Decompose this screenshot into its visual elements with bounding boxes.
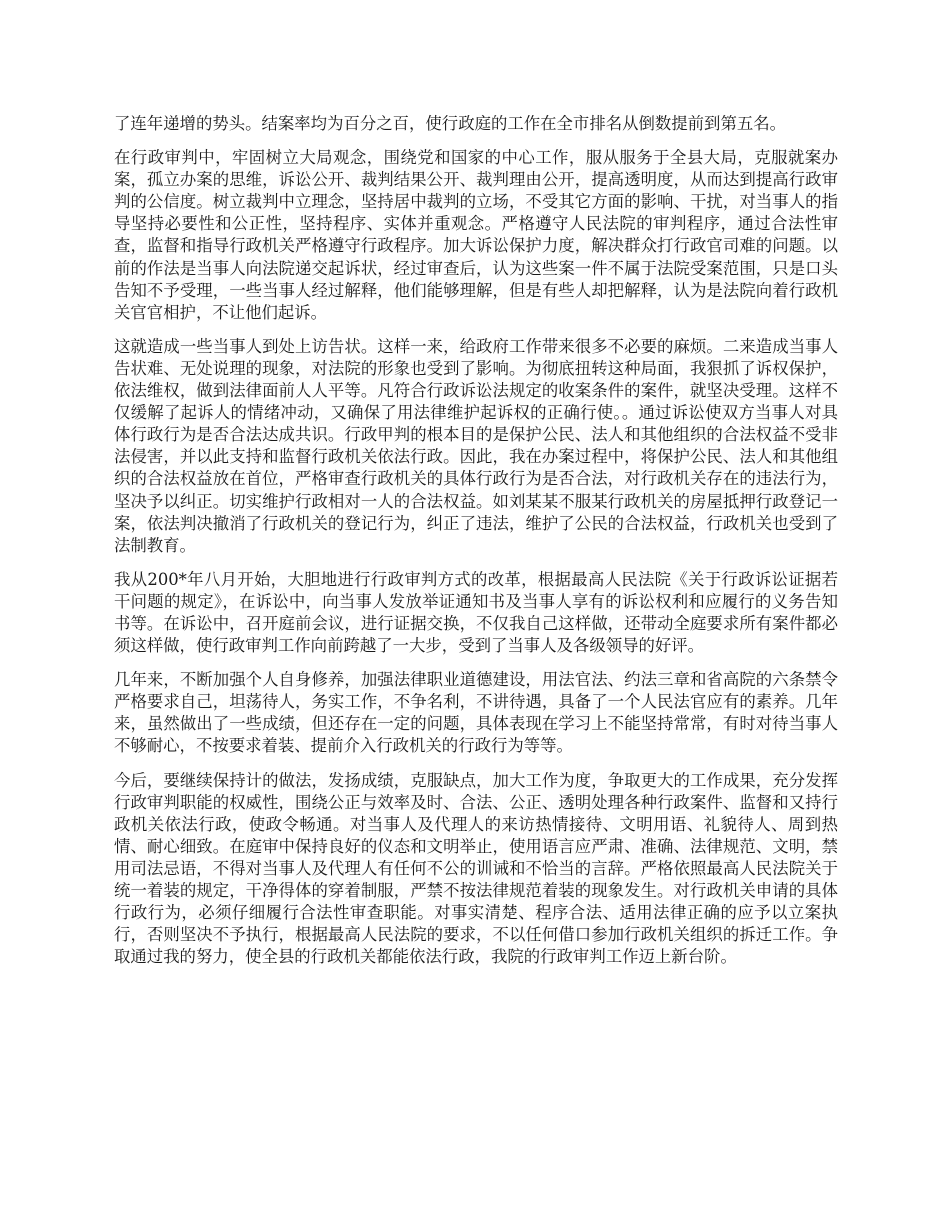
paragraph: 我从200*年八月开始，大胆地进行行政审判方式的改革，根据最高人民法院《关于行政诉讼证据若干问题的规定》，在诉讼中，向当事人发放举证通知书及当事人享有的诉讼权利和应履行的义务告知书等。在诉讼中，召开庭前会议，进行证据交换，不仅我自己这样做，还带动全庭要求所有案件都必须这样做，使行政审判工作向前跨越了一大步，受到了当事人及各级领导的好评。 [114,569,838,656]
paragraph: 了连年递增的势头。结案率均为百分之百，使行政庭的工作在全市排名从倒数提前到第五名。 [114,114,787,133]
paragraph: 今后，要继续保持计的做法，发扬成绩，克服缺点，加大工作为度，争取更大的工作成果，充分发挥行政审判职能的权威性，围绕公正与效率及时、合法、公正、透明处理各种行政案件、监督和又持行政机关依法行政，使政令畅通。对当事人及代理人的来访热情接待、文明用语、礼貌待人、周到热情、耐心细致。在庭审中保持良好的仪态和文明举止，使用语言应严肃、准确、法律规范、文明，禁用司法忌语，不得对当事人及代理人有任何不公的训诫和不恰当的言辞。严格依照最高人民法院关于统一着装的规定，干净得体的穿着制服，严禁不按法律规范着装的现象发生。对行政机关申请的具体行政行为，必须仔细履行合法性审查职能。对事实清楚、程序合法、适用法律正确的应予以立案执行，否则坚决不予执行，根据最高人民法院的要求，不以任何借口参加行政机关组织的拆迁工作。争取通过我的努力，使全县的行政机关都能依法行政，我院的行政审判工作迈上新台阶。 [114,770,838,967]
paragraph: 这就造成一些当事人到处上访告状。这样一来，给政府工作带来很多不必要的麻烦。二来造成当事人告状难、无处说理的现象，对法院的形象也受到了影响。为彻底扭转这种局面，我狠抓了诉权保护，依法维权，做到法律面前人人平等。凡符合行政诉讼法规定的收案条件的案件，就坚决受理。这样不仅缓解了起诉人的情绪冲动，又确保了用法律维护起诉权的正确行使。。通过诉讼使双方当事人对具体行政行为是否合法达成共识。行政甲判的根本目的是保护公民、法人和其他组织的合法权益不受非法侵害，并以此支持和监督行政机关依法行政。因此，我在办案过程中，将保护公民、法人和其他组织的合法权益放在首位，严格审查行政机关的具体行政行为是否合法，对行政机关存在的违法行为，坚决予以纠正。切实维护行政相对一人的合法权益。如刘某某不服某行政机关的房屋抵押行政登记一案，依法判决撤消了行政机关的登记行为，纠正了违法，维护了公民的合法权益，行政机关也受到了法制教育。 [114,336,838,555]
document-body [114,113,838,980]
paragraph: 几年来，不断加强个人自身修养，加强法律职业道德建设，用法官法、约法三章和省高院的六条禁令严格要求自己，坦荡待人，务实工作，不争名利，不讲待遇，具备了一个人民法官应有的素养。几年来，虽然做出了一些成绩，但还存在一定的问题，具体表现在学习上不能坚持常常，有时对待当事人不够耐心，不按要求着装、提前介入行政机关的行政行为等等。 [114,670,838,756]
paragraph: 在行政审判中，牢固树立大局观念，围绕党和国家的中心工作，服从服务于全县大局，克服就案办案，孤立办案的思维，诉讼公开、裁判结果公开、裁判理由公开，提高透明度，从而达到提高行政审判的公信度。树立裁判中立理念，坚持居中裁判的立场，不受其它方面的影响、干扰，对当事人的指导坚持必要性和公正性，坚持程序、实体并重观念。严格遵守人民法院的审判程序，通过合法性审查，监督和指导行政机关严格遵守行政程序。加大诉讼保护力度，解决群众打行政官司难的问题。以前的作法是当事人向法院递交起诉状，经过审查后，认为这些案一件不属于法院受案范围，只是口头告知不予受理，一些当事人经过解释，他们能够理解，但是有些人却把解释，认为是法院向着行政机关官官相护，不让他们起诉。 [114,148,838,322]
